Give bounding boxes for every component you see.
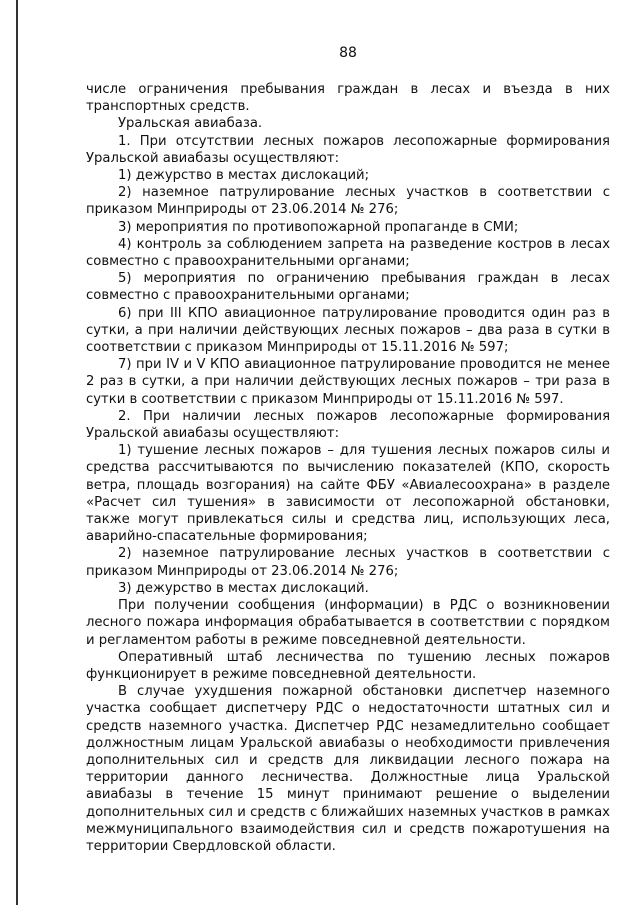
paragraph-3: 1) дежурство в местах дислокаций; xyxy=(118,168,370,184)
paragraph-4: 2) наземное патрулирование лесных участков в соответствии с приказом Минприроды от 23.06.2014 № 276; xyxy=(86,185,610,218)
document-page xyxy=(86,44,610,855)
paragraph-13: 3) дежурство в местах дислокаций. xyxy=(118,580,369,596)
paragraph-7: 5) мероприятия по ограничению пребывания граждан в лесах совместно с правоохранительными органами; xyxy=(86,271,610,304)
paragraph-9: 7) при IV и V КПО авиационное патрулирование проводится не менее 2 раз в сутки, а при наличии действующих лесных пожаров – три раза в сутки в соответствии с приказом Минприроды от 15.11.2016 № 597. xyxy=(86,357,610,407)
page-number: 88 xyxy=(339,45,357,61)
paragraph-6: 4) контроль за соблюдением запрета на разведение костров в лесах совместно с правоохранительными органами; xyxy=(86,236,610,270)
paragraph-15: Оперативный штаб лесничества по тушению лесных пожаров функционирует в режиме повседневной деятельности. xyxy=(86,649,610,682)
paragraph-5: 3) мероприятия по противопожарной пропаганде в СМИ; xyxy=(118,219,519,235)
paragraph-10: 2. При наличии лесных пожаров лесопожарные формирования Уральской авиабазы осуществляют: xyxy=(86,408,610,442)
paragraph-11: 1) тушение лесных пожаров – для тушения лесных пожаров силы и средства рассчитываются по вычислению показателей (КПО, скорость ветра, площадь возгорания) на сайте ФБУ «Авиалесоохрана» в разделе «Расчет сил тушения» в зависимости от лесопожарной обстановки, также могут привлекаться силы и средства лиц, использующих леса, аварийно-спасательные формирования; xyxy=(86,443,610,545)
paragraph-16: В случае ухудшения пожарной обстановки диспетчер наземного участка сообщает диспетчеру РДС о недостаточности штатных сил и средств наземного участка. Диспетчер РДС незамедлительно сообщает должностным лицам Уральской авиабазы о необходимости привлечения дополнительных сил и средств для ликвидации лесного пожара на территории данного лесничества. Должностные лица Уральской авиабазы в течение 15 минут принимают решение о выделении дополнительных сил и средств с ближайших наземных участков в рамках межмуниципального взаимодействия сил и средств пожаротушения на территории Свердловской области. xyxy=(86,684,610,854)
paragraph-14: При получении сообщения (информации) в РДС о возникновении лесного пожара информация обрабатывается в соответствии с порядком и регламентом работы в режиме повседневной деятельности. xyxy=(86,598,610,648)
page-left-edge-line xyxy=(16,0,18,905)
paragraph-12: 2) наземное патрулирование лесных участков в соответствии с приказом Минприроды от 23.06.2014 № 276; xyxy=(86,546,610,579)
paragraph-1: Уральская авиабаза. xyxy=(118,116,263,132)
paragraph-0: числе ограничения пребывания граждан в лесах и въезда в них транспортных средств. xyxy=(86,82,610,115)
paragraph-2: 1. При отсутствии лесных пожаров лесопожарные формирования Уральской авиабазы осуществляют: xyxy=(86,133,610,166)
paragraph-8: 6) при III КПО авиационное патрулирование проводится один раз в сутки, а при наличии действующих лесных пожаров – два раза в сутки в соответствии с приказом Минприроды от 15.11.2016 № 597; xyxy=(86,305,610,356)
